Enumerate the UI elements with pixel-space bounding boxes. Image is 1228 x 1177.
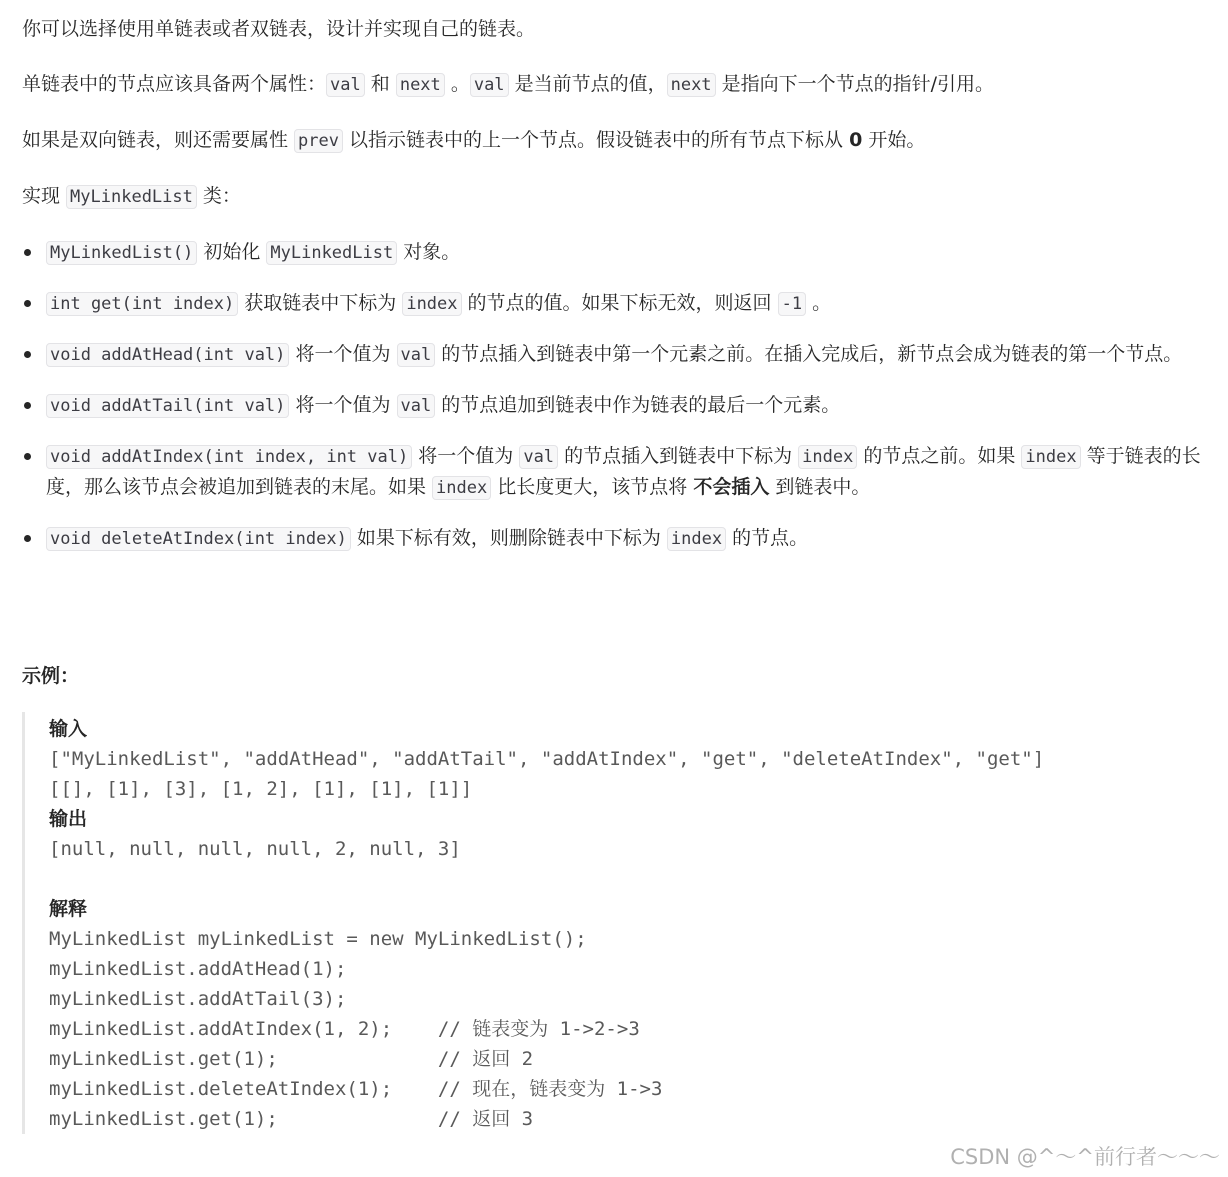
list-item: [22, 390, 1202, 421]
explanation-line: myLinkedList.addAtIndex(1, 2); // 链表变为 1->2->3: [49, 1018, 640, 1040]
example-block: [22, 712, 1202, 1134]
problem-description: [22, 14, 1202, 574]
list-item: [22, 339, 1202, 370]
code-minus-one: -1: [778, 292, 806, 316]
text: 的节点插入到链表中第一个元素之前。在插入完成后，新节点会成为链表的第一个节点。: [435, 343, 1183, 365]
method-signature: void addAtIndex(int index, int val): [46, 445, 412, 469]
list-item: [22, 523, 1202, 554]
code-index: index: [402, 292, 461, 316]
text: 将一个值为: [289, 394, 397, 416]
text: 获取链表中下标为: [238, 292, 403, 314]
list-item: [22, 288, 1202, 319]
text: 开始。: [862, 129, 926, 151]
text: 等于链表的长度，那么该节点会被追加到链表的末尾。如果: [46, 445, 1201, 498]
list-item: [22, 237, 1202, 268]
explanation-line: myLinkedList.deleteAtIndex(1); // 现在，链表变为 1->3: [49, 1078, 663, 1100]
code-val: val: [470, 73, 509, 97]
bold-zero: 0: [849, 129, 863, 151]
text: 单链表中的节点应该具备两个属性：: [22, 73, 327, 95]
text: 是指向下一个节点的指针/引用。: [715, 73, 994, 95]
explanation-line: myLinkedList.addAtHead(1);: [49, 958, 347, 980]
text: 的节点之前。如果: [857, 445, 1022, 467]
output-values: [null, null, null, null, 2, null, 3]: [49, 838, 461, 860]
code-index: index: [1021, 445, 1080, 469]
text: 到链表中。: [769, 476, 871, 498]
example-heading: 示例：: [22, 665, 80, 687]
method-signature: int get(int index): [46, 292, 238, 316]
output-label: 输出: [49, 808, 88, 830]
text: 初始化: [197, 241, 267, 263]
list-item: [22, 441, 1202, 503]
text: 。: [444, 73, 470, 95]
method-signature: MyLinkedList(): [46, 241, 197, 265]
explanation-line: myLinkedList.get(1); // 返回 3: [49, 1108, 534, 1130]
text: 的节点追加到链表中作为链表的最后一个元素。: [435, 394, 841, 416]
text: 将一个值为: [412, 445, 520, 467]
input-operations: ["MyLinkedList", "addAtHead", "addAtTail", "addAtIndex", "get", "deleteAtIndex", "get"]: [49, 748, 1045, 770]
explanation-line: myLinkedList.addAtTail(3);: [49, 988, 347, 1010]
text: 类：: [196, 185, 241, 207]
example-content: [49, 714, 1199, 1134]
explanation-line: myLinkedList.get(1); // 返回 2: [49, 1048, 534, 1070]
intro-paragraph-1: 你可以选择使用单链表或者双链表，设计并实现自己的链表。: [22, 18, 536, 40]
method-list: [22, 237, 1202, 554]
code-val: val: [519, 445, 558, 469]
code-next: next: [396, 73, 445, 97]
code-class-name: MyLinkedList: [66, 185, 197, 209]
spacer: [49, 864, 1199, 894]
code-val: val: [397, 394, 436, 418]
bold-not-insert: 不会插入: [693, 476, 770, 498]
text: 和: [364, 73, 396, 95]
input-arguments: [[], [1], [3], [1, 2], [1], [1], [1]]: [49, 778, 473, 800]
method-signature: void addAtHead(int val): [46, 343, 289, 367]
text: 比长度更大，该节点将: [491, 476, 694, 498]
text: 的节点的值。如果下标无效，则返回: [461, 292, 778, 314]
code-index: index: [667, 527, 726, 551]
intro-paragraph-2: [22, 69, 1202, 100]
text: 的节点。: [726, 527, 809, 549]
code-index: index: [432, 476, 491, 500]
code-prev: prev: [294, 129, 343, 153]
text: 将一个值为: [289, 343, 397, 365]
method-signature: void addAtTail(int val): [46, 394, 289, 418]
code-next: next: [667, 73, 716, 97]
code-index: index: [798, 445, 857, 469]
intro-paragraph-4: [22, 181, 1202, 212]
text: 。: [806, 292, 832, 314]
input-label: 输入: [49, 718, 88, 740]
text: 实现: [22, 185, 67, 207]
explanation-line: MyLinkedList myLinkedList = new MyLinkedList();: [49, 928, 587, 950]
code-val: val: [397, 343, 436, 367]
text: 如果是双向链表，则还需要属性: [22, 129, 295, 151]
text: 如果下标有效，则删除链表中下标为: [350, 527, 667, 549]
code-val: val: [326, 73, 365, 97]
text: 是当前节点的值，: [508, 73, 667, 95]
method-signature: void deleteAtIndex(int index): [46, 527, 351, 551]
text: 以指示链表中的上一个节点。假设链表中的所有节点下标从: [343, 129, 850, 151]
csdn-watermark: CSDN @^～^前行者～～～: [950, 1145, 1220, 1169]
code-class-name: MyLinkedList: [266, 241, 397, 265]
text: 的节点插入到链表中下标为: [558, 445, 799, 467]
explanation-label: 解释: [49, 898, 88, 920]
text: 对象。: [397, 241, 461, 263]
intro-paragraph-3: [22, 125, 1202, 156]
